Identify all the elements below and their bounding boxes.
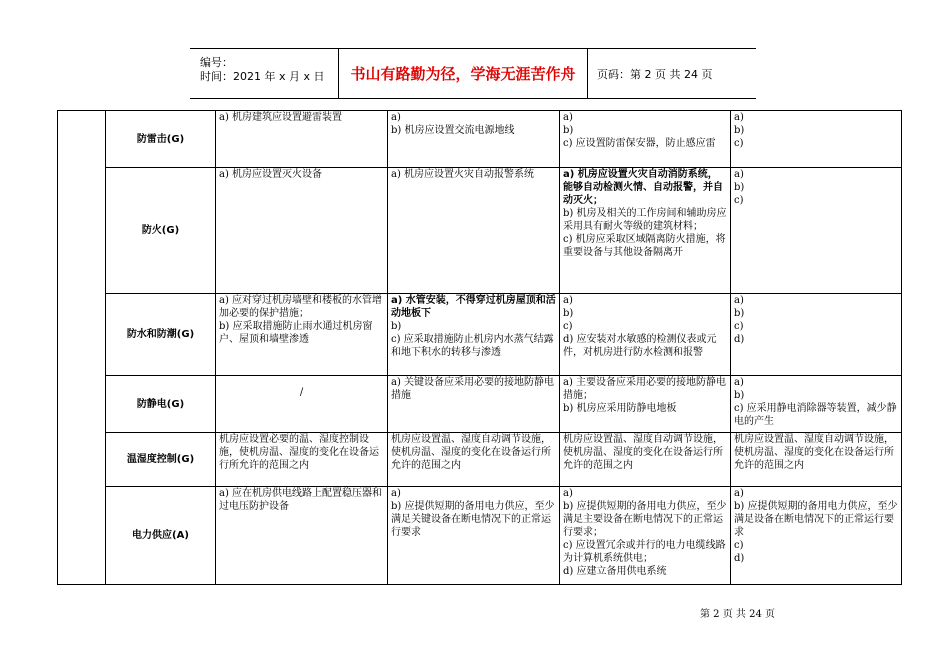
requirement-item: b) 应采取措施防止雨水通过机房窗户、屋顶和墙壁渗透 [219,321,373,345]
requirement-item: c) [563,321,573,332]
level-3-cell [560,168,731,294]
requirement-item: a) 机房应设置火灾自动报警系统 [391,169,535,180]
requirement-item: 机房应设置温、湿度自动调节设施，使机房温、湿度的变化在设备运行所允许的范围之内 [563,434,723,471]
requirements-table [57,110,902,585]
requirement-item: c) [734,321,744,332]
category-cell: 温湿度控制(G) [106,433,216,487]
table-row [58,111,902,168]
table-row [58,433,902,487]
category-cell: 防雷击(G) [106,111,216,168]
header-meta [190,49,338,98]
requirement-item: 机房应设置温、湿度自动调节设施，使机房温、湿度的变化在设备运行所允许的范围之内 [391,434,551,471]
level-1-cell [216,168,388,294]
requirement-item: c) 应设置防雷保安器，防止感应雷 [563,138,716,149]
requirement-item: a) [563,488,573,499]
level-1-cell [216,487,388,585]
number-label: 编号： [200,56,233,69]
requirement-item: a) [734,377,744,388]
category-cell: 防水和防潮(G) [106,294,216,376]
level-2-cell [388,487,560,585]
requirement-item: a) 关键设备应采用必要的接地防静电措施 [391,377,555,401]
requirement-item: a) [734,112,744,123]
requirement-item: b) 应提供短期的备用电力供应，至少满足设备在断电情况下的正常运行要求 [734,501,898,538]
requirement-item: a) 应对穿过机房墙壁和楼板的水管增加必要的保护措施； [219,295,383,319]
level-2-cell [388,376,560,433]
requirement-item: b) [734,182,745,193]
requirement-item: a) 机房建筑应设置避雷装置 [219,112,343,123]
level-4-cell [731,433,902,487]
page-label: 页码：第 2 页 共 24 页 [597,68,713,81]
requirement-item: 机房应设置必要的温、湿度控制设施，使机房温、湿度的变化在设备运行所允许的范围之内 [219,434,379,471]
requirement-item: b) [734,390,745,401]
category-cell: 电力供应(A) [106,487,216,585]
requirement-item: a) [391,112,401,123]
requirement-item: b) [563,125,574,136]
requirement-item: d) 应建立备用供电系统 [563,566,667,577]
requirement-item: d) 应安装对水敏感的检测仪表或元件，对机房进行防水检测和报警 [563,334,717,358]
requirement-item: b) 机房应设置交流电源地线 [391,125,515,136]
header-motto-box [338,49,588,98]
level-3-cell [560,376,731,433]
requirement-item: d) [734,553,745,564]
category-cell: 防静电(G) [106,376,216,433]
table-row [58,376,902,433]
requirement-item: a) 机房应设置灭火设备 [219,169,323,180]
level-2-cell [388,168,560,294]
requirement-item: a) 应在机房供电线路上配置稳压器和过电压防护设备 [219,488,383,512]
level-4-cell [731,487,902,585]
requirement-item: b) 机房及相关的工作房间和辅助房应采用具有耐火等级的建筑材料； [563,208,727,232]
page-header [190,48,756,99]
requirement-item: a) [563,112,573,123]
requirement-item: a) [734,169,744,180]
level-4-cell [731,111,902,168]
level-3-cell [560,433,731,487]
requirement-item: c) [734,138,744,149]
level-1-cell [216,433,388,487]
page-footer: 第 2 页 共 24 页 [700,609,775,620]
requirement-item: c) 应采用静电消除器等装置，减少静电的产生 [734,403,897,427]
requirement-item: c) 应设置冗余或并行的电力电缆线路为计算机系统供电； [563,540,726,564]
level-3-cell [560,111,731,168]
requirement-item: a) [734,295,744,306]
time-label: 时间：2021 年 x 月 x 日 [200,70,325,83]
level-2-cell [388,294,560,376]
level-4-cell [731,376,902,433]
requirement-item: b) 应提供短期的备用电力供应，至少满足关键设备在断电情况下的正常运行要求 [391,501,555,538]
table-body [58,111,902,585]
table-row [58,487,902,585]
requirement-item: b) [563,308,574,319]
requirement-item: a) 主要设备应采用必要的接地防静电措施； [563,377,727,401]
requirement-item: c) [734,195,744,206]
level-2-cell [388,111,560,168]
level-4-cell [731,294,902,376]
requirement-item: a) [563,295,573,306]
category-cell: 防火(G) [106,168,216,294]
level-3-cell [560,487,731,585]
requirement-item: d) [734,334,745,345]
requirement-item: a) [391,488,401,499]
requirement-item: / [299,387,304,398]
level-1-cell [216,111,388,168]
blank-first-column [58,111,106,585]
level-1-cell [216,294,388,376]
requirement-item: b) [734,308,745,319]
requirement-item: b) [734,125,745,136]
table-row [58,294,902,376]
level-2-cell [388,433,560,487]
requirement-item: b) 应提供短期的备用电力供应，至少满足主要设备在断电情况下的正常运行要求； [563,501,727,538]
level-1-cell [216,376,388,433]
requirement-item: c) [734,540,744,551]
requirement-item: a) 机房应设置火灾自动消防系统，能够自动检测火情、自动报警，并自动灭火； [563,169,723,206]
header-motto: 书山有路勤为径，学海无涯苦作舟 [350,65,576,83]
requirement-item: b) 机房应采用防静电地板 [563,403,677,414]
level-4-cell [731,168,902,294]
requirement-item: a) [734,488,744,499]
requirement-item: a) 水管安装，不得穿过机房屋顶和活动地板下 [391,295,556,319]
level-3-cell [560,294,731,376]
table-row [58,168,902,294]
requirement-item: c) 机房应采取区域隔离防火措施，将重要设备与其他设备隔离开 [563,234,726,258]
requirement-item: 机房应设置温、湿度自动调节设施，使机房温、湿度的变化在设备运行所允许的范围之内 [734,434,894,471]
requirement-item: b) [391,321,402,332]
requirement-item: c) 应采取措施防止机房内水蒸气结露和地下积水的转移与渗透 [391,334,554,358]
